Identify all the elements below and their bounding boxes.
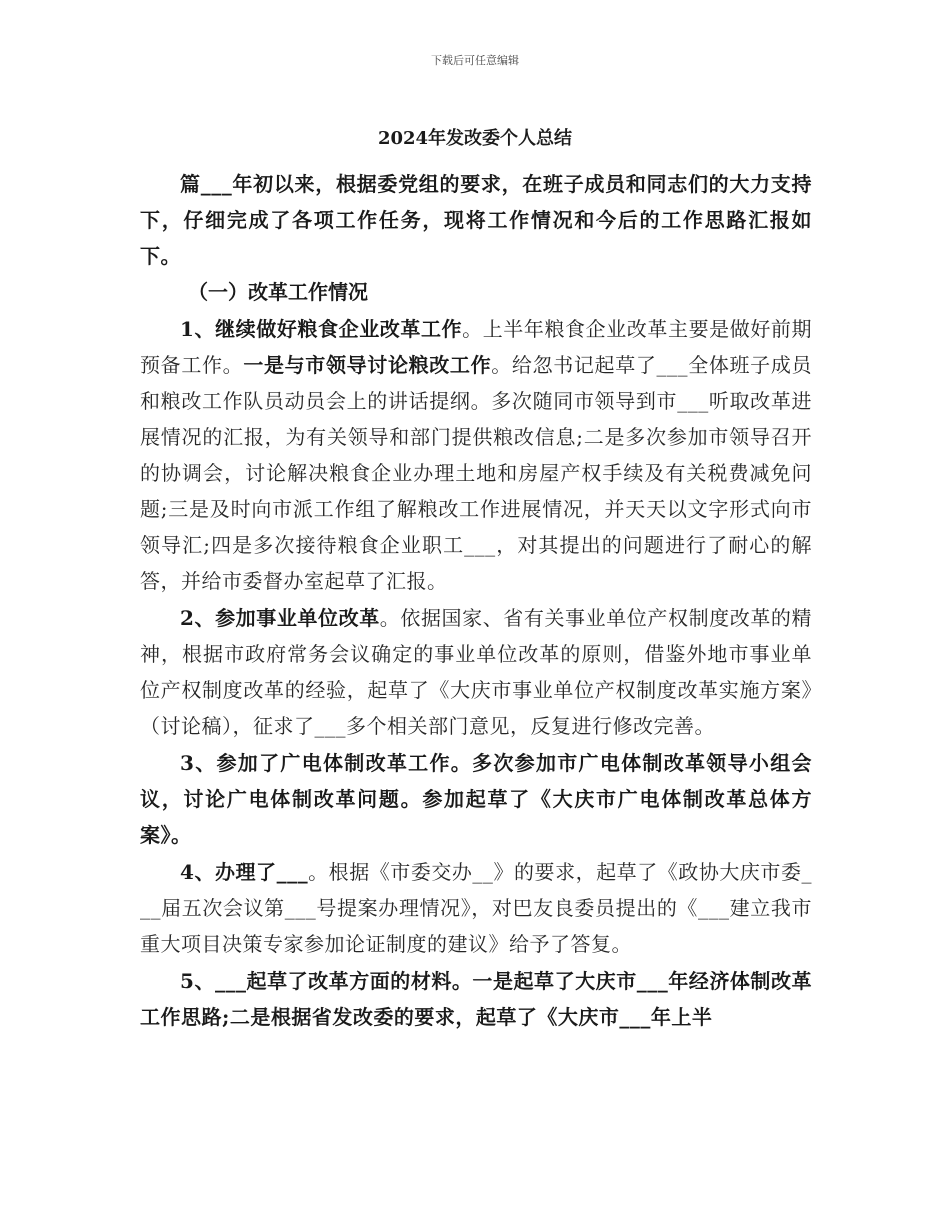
paragraph-institution-reform (140, 600, 812, 744)
paragraph-text: 。给忽书记起草了___全体班子成员和粮改工作队员动员会上的讲话提纲。多次随同市领导到市___听取改革进展情况的汇报，为有关领导和部门提供粮改信息;二是多次参加市领导召开的协调会，讨论解决粮食企业办理土地和房屋产权手续及有关税费减免问题;三是及时向市派工作组了解粮改工作进展情况，并天天以文字形式向市领导汇;四是多次接待粮食企业职工___，对其提出的问题进行了耐心的解答，并给市委督办室起草了汇报。 (140, 353, 813, 593)
paragraph-emphasis: 一是与市领导讨论粮改工作 (243, 353, 492, 377)
intro-paragraph: 篇___年初以来，根据委党组的要求，在班子成员和同志们的大力支持下，仔细完成了各项工作任务，现将工作情况和今后的工作思路汇报如下。 (140, 172, 812, 268)
paragraph-grain-reform (140, 311, 812, 599)
paragraph-proposal-handling (140, 854, 812, 962)
document-title: 2024年发改委个人总结 (377, 128, 573, 149)
paragraph-reform-materials: 5、___起草了改革方面的材料。一是起草了大庆市___年经济体制改革工作思路;二是根据省发改委的要求，起草了《大庆市___年上半 (140, 969, 812, 1029)
paragraph-heading: 2、参加事业单位改革 (180, 606, 380, 630)
paragraph-broadcast-reform: 3、参加了广电体制改革工作。多次参加市广电体制改革领导小组会议，讨论广电体制改革问题。参加起草了《大庆市广电体制改革总体方案》。 (140, 751, 812, 847)
page-header: 下载后可任意编辑 (431, 54, 519, 67)
paragraph-heading: 1、继续做好粮食企业改革工作 (180, 317, 463, 341)
paragraph-text: 。依据国家、省有关事业单位产权制度改革的精神，根据市政府常务会议确定的事业单位改革的原则，借鉴外地市事业单位产权制度改革的经验，起草了《大庆市事业单位产权制度改革实施方案》（讨论稿），征求了___多个相关部门意见，反复进行修改完善。 (140, 606, 812, 738)
paragraph-heading: 4、办理了___ (180, 860, 309, 884)
document-body (140, 166, 812, 1035)
paragraph-text: 。上半年粮食企业改革主要是做好前期预备工作。 (140, 317, 812, 377)
section-heading: （一）改革工作情况 (188, 280, 368, 304)
paragraph-text: 。根据《市委交办__》的要求，起草了《政协大庆市委___届五次会议第___号提案办理情况》，对巴友良委员提出的《___建立我市重大项目决策专家参加论证制度的建议》给予了答复。 (140, 860, 813, 956)
